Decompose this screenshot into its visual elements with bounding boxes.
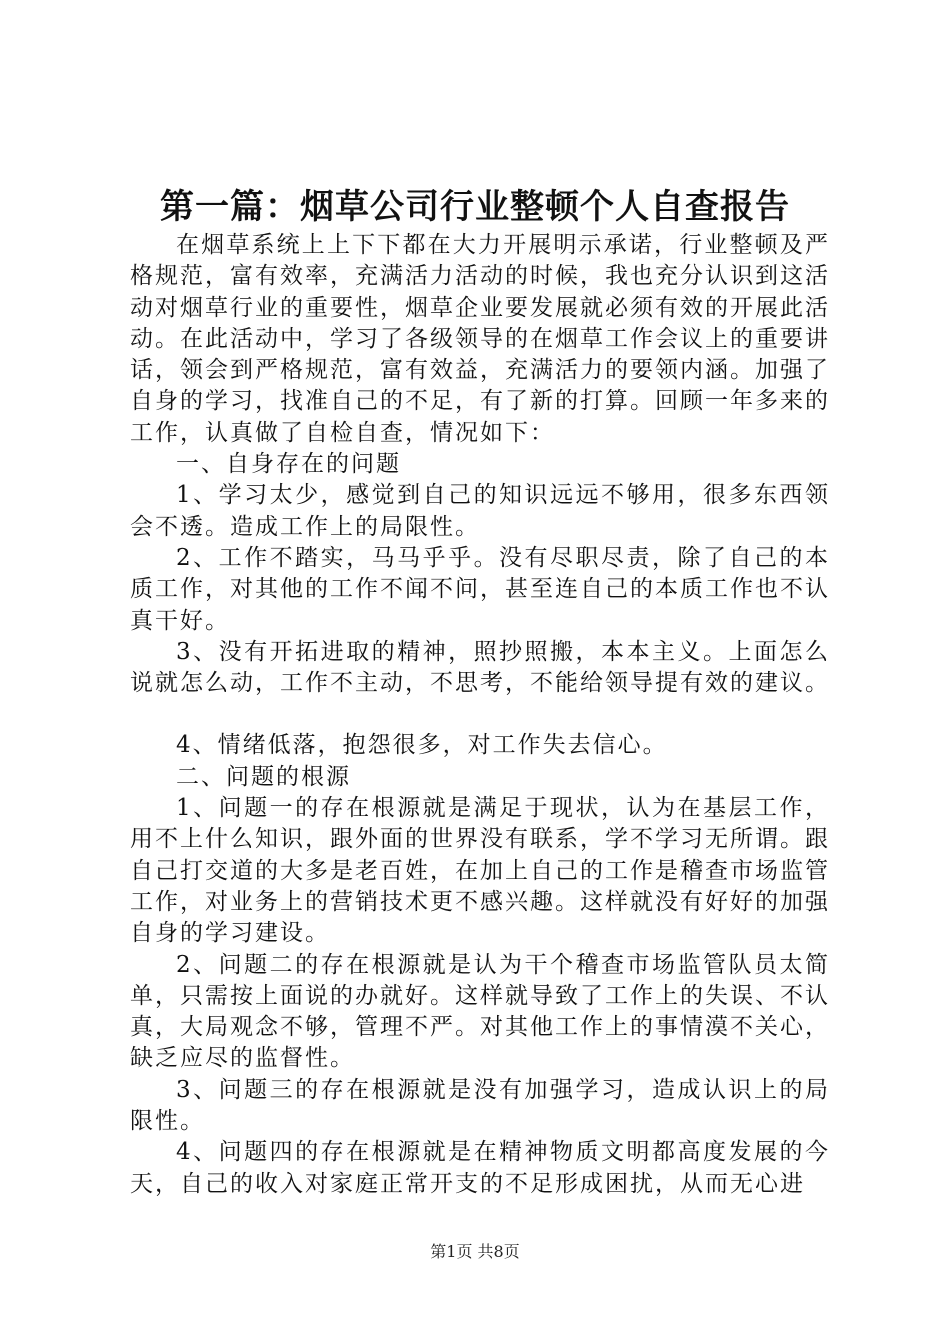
page-number-footer: 第1页 共8页 [430,1242,520,1261]
section-heading-problems: 一、自身存在的问题 [176,451,401,478]
paragraph-root-1: 1、问题一的存在根源就是满足于现状，认为在基层工作，用不上什么知识，跟外面的世界没有联系，学不学习无所谓。跟自己打交道的大多是老百姓，在加上自己的工作是稽查市场监管工作，对业务上的营销技术更不感兴趣。这样就没有好好的加强自身的学习建设。 [130,795,830,947]
document-body [130,230,830,1200]
paragraph-root-3: 3、问题三的存在根源就是没有加强学习，造成认识上的局限性。 [130,1076,830,1135]
paragraph-problem-3: 3、没有开拓进取的精神，照抄照搬，本本主义。上面怎么说就怎么动，工作不主动，不思考，不能给领导提有效的建议。 [130,638,830,697]
paragraph-intro: 在烟草系统上上下下都在大力开展明示承诺，行业整顿及严格规范，富有效率，充满活力活动的时候，我也充分认识到这活动对烟草行业的重要性，烟草企业要发展就必须有效的开展此活动。在此活动中，学习了各级领导的在烟草工作会议上的重要讲话，领会到严格规范，富有效益，充满活力的要领内涵。加强了自身的学习，找准自己的不足，有了新的打算。回顾一年多来的工作，认真做了自检自查，情况如下： [130,232,830,446]
paragraph-problem-4: 4、情绪低落，抱怨很多，对工作失去信心。 [176,732,668,759]
paragraph-problem-1: 1、学习太少，感觉到自己的知识远远不够用，很多东西领会不透。造成工作上的局限性。 [130,482,830,540]
section-heading-roots: 二、问题的根源 [176,763,351,790]
paragraph-problem-2: 2、工作不踏实，马马乎乎。没有尽职尽责，除了自己的本质工作，对其他的工作不闻不问，甚至连自己的本质工作也不认真干好。 [130,544,830,634]
paragraph-root-4: 4、问题四的存在根源就是在精神物质文明都高度发展的今天，自己的收入对家庭正常开支的不足形成困扰，从而无心进 [130,1139,830,1197]
document-title: 第一篇：烟草公司行业整顿个人自查报告 [160,187,790,227]
paragraph-root-2: 2、问题二的存在根源就是认为干个稽查市场监管队员太简单，只需按上面说的办就好。这样就导致了工作上的失误、不认真，大局观念不够，管理不严。对其他工作上的事情漠不关心，缺乏应尽的监督性。 [130,951,830,1072]
